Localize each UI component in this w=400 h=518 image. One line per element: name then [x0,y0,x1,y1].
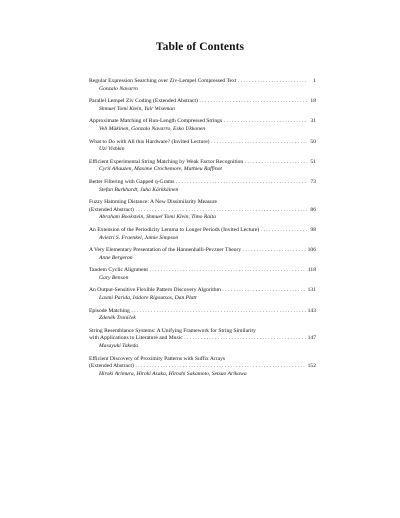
dot-leader [222,287,306,295]
toc-entry[interactable] [89,139,316,154]
toc-entry[interactable] [89,308,316,323]
toc-entry[interactable] [89,118,316,133]
toc-entry[interactable] [89,267,316,282]
toc-entry-title-line [89,78,316,86]
toc-list [89,78,316,383]
toc-entry-title: Efficient Experimental String Matching by Weak Factor Recognition [89,158,244,165]
toc-entry-title: Better Filtering with Gapped q-Grams [89,178,175,185]
toc-entry-authors: Shmuel Tomi Klein, Yair Wiseman [99,105,175,112]
toc-page-number: 51 [310,158,316,165]
toc-entry-title: Regular Expression Searching over Ziv-Lempel Compressed Text [89,78,237,84]
dot-leader [149,267,306,275]
toc-entry-title-line [89,247,316,255]
toc-entry[interactable] [89,227,316,242]
toc-entry-title: An Extension of the Periodicity Lemma to Longer Periods (Invited Lecture) [89,226,260,233]
toc-entry-authors: Veli Mäkinen, Gonzalo Navarro, Esko Ukkonen [99,125,206,132]
toc-entry[interactable] [89,328,316,351]
toc-entry-title: A Very Elementary Presentation of the Hannenhalli-Pevzner Theory [89,247,242,254]
dot-leader [261,227,307,235]
toc-entry-title: An Output-Sensitive Flexible Pattern Discovery Algorithm [89,287,221,294]
toc-page-number: 106 [307,247,316,254]
dot-leader [131,308,306,316]
toc-entry-title: with Applications to Literature and Music [89,335,183,342]
dot-leader [224,118,307,126]
toc-entry-authors: Uzi Vishkin [99,146,125,153]
toc-entry[interactable] [89,287,316,302]
toc-entry-authors: Zdeněk Troníček [99,315,136,322]
toc-page-number: 18 [310,98,316,105]
dot-leader [211,139,306,147]
toc-entry[interactable] [89,247,316,262]
toc-page-number: 31 [310,118,316,125]
toc-page-number: 118 [307,267,316,274]
toc-entry-title-line [89,118,316,126]
toc-entry-authors: Abraham Bookstein, Shmuel Tomi Klein, Timo Raita [99,214,216,221]
toc-entry-title: (Extended Abstract) [89,363,134,370]
toc-entry-title-line [89,267,316,275]
toc-entry[interactable] [89,356,316,379]
dot-leader [199,98,306,106]
toc-entry-title-line [89,139,316,147]
toc-entry-title: String Resemblance Systems: A Unifying Framework for String Similarity [89,327,256,334]
toc-entry-authors: Aviezri S. Fraenkel, Jamie Simpson [99,234,179,241]
toc-entry-authors: Gary Benson [99,274,129,281]
toc-entry[interactable] [89,199,316,222]
toc-entry-title-line [89,308,316,316]
toc-entry-title-line [89,227,316,235]
toc-entry-title: Parallel Lempel Ziv Coding (Extended Abstract) [89,98,198,105]
toc-page-number: 143 [307,307,316,314]
toc-entry-title: Episode Matching [89,307,130,314]
toc-entry-title: Fuzzy Hamming Distance: A New Dissimilarity Measure [89,199,218,206]
toc-page-number: 86 [310,206,316,213]
toc-entry-authors: Anne Bergeron [99,254,133,261]
toc-page-number: 131 [307,287,316,294]
toc-entry-title-line [89,179,316,187]
toc-entry-authors: Hiroki Arimura, Hiroki Asaka, Hiroshi Sakamoto, Setsuo Arikawa [99,370,247,377]
toc-entry-title: Tandem Cyclic Alignment [89,267,148,274]
toc-page-number: 98 [310,226,316,233]
toc-entry[interactable] [89,78,316,93]
toc-page-number: 147 [307,335,316,342]
dot-leader [176,179,307,187]
toc-entry-title-line [89,287,316,295]
dot-leader [135,363,306,371]
toc-page-number: 73 [310,178,316,185]
toc-entry-title-line [89,98,316,106]
toc-entry-title: Approximate Matching of Run-Length Compressed Strings [89,118,223,125]
page-title: Table of Contents [155,41,245,53]
dot-leader [184,335,306,343]
toc-entry-title: What to Do with All this Hardware? (Invited Lecture) [89,138,210,145]
toc-entry-authors: Gonzalo Navarro [99,85,139,92]
dot-leader [245,159,307,167]
dot-leader [135,207,306,215]
toc-page-number: 152 [307,363,316,370]
toc-entry-title-line [89,335,316,343]
toc-entry-title: (Extended Abstract) [89,206,134,213]
toc-entry-authors: Laxmi Parida, Isidore Rigoutsos, Dan Platt [99,295,197,302]
toc-entry-authors: Stefan Burkhardt, Juha Kärkkäinen [99,186,179,193]
toc-entry[interactable] [89,179,316,194]
toc-entry-title-line [89,363,316,371]
toc-entry-authors: Cyril Allauzen, Maxime Crochemore, Mathieu Raffinot [99,166,222,173]
toc-page-number: 50 [310,138,316,145]
dot-leader [238,78,307,86]
dot-leader [243,247,306,255]
toc-page-number: 1 [313,78,316,84]
toc-entry-title-line [89,207,316,215]
toc-entry[interactable] [89,159,316,174]
toc-entry-title: Efficient Discovery of Proximity Patterns with Suffix Arrays [89,355,226,362]
toc-entry-authors: Masayuki Takeda [99,343,139,350]
toc-entry[interactable] [89,98,316,113]
